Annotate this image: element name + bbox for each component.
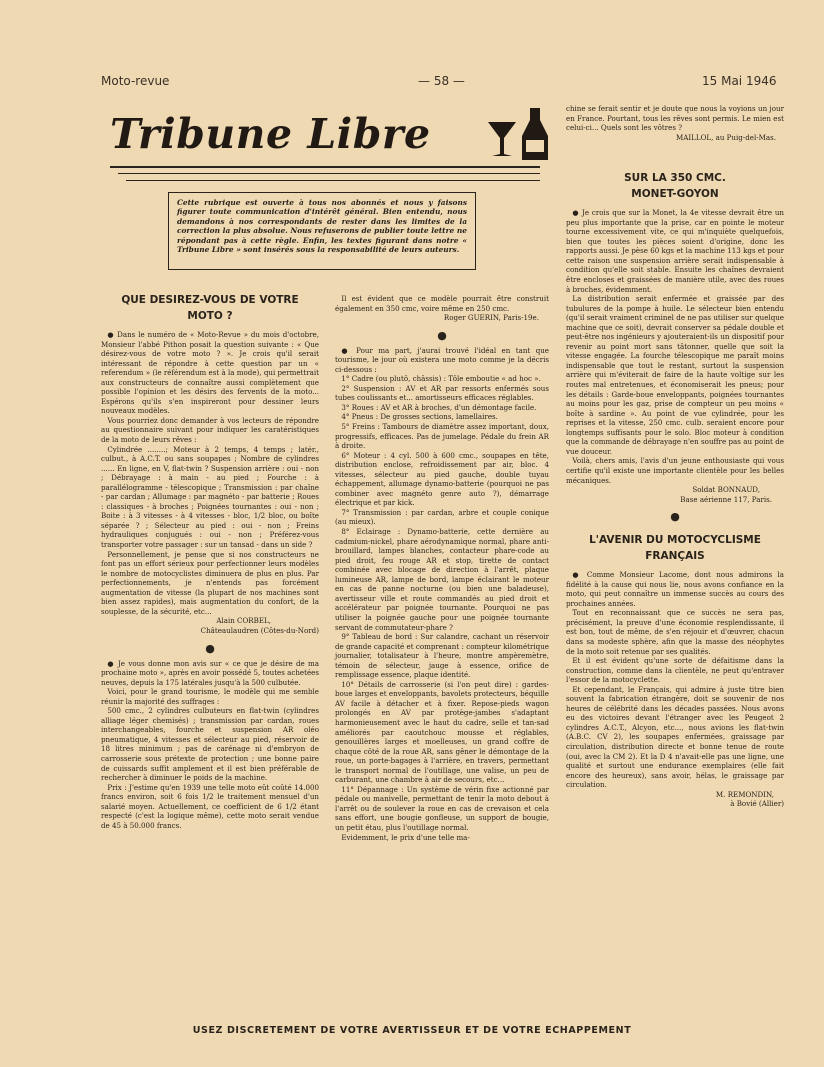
- signature-location: Base aérienne 117, Paris.: [680, 494, 772, 504]
- page-header-left: Moto-revue: [101, 74, 170, 88]
- paragraph: 500 cmc., 2 cylindres culbuteurs en flat-twin (cylindres alliage léger chemisés) ; transmission par cardan, roues interchangeables, fourche et suspension AR oléo pneumatique, 4 vitesses et sélecteur au pied, réservoir de 18 litres minimum ; pas de carénage ni d'embryon de carrosserie sous prétexte de protection ; une bonne paire de cuissards suffit amplement et il est bien préférable de rechercher à diminuer le poids de la machine.: [101, 706, 319, 783]
- signature: Soldat BONNAUD,: [692, 485, 760, 495]
- signature-location: Châteaulaudren (Côtes-du-Nord): [200, 625, 319, 635]
- paragraph: Personnellement, je pense que si nos constructeurs ne font pas un effort sérieux pour perfectionner leurs modèles le nombre de motocyclistes diminuera de plus en plus. Par perfectionnements, je n'entends pas forcément augmentation de vitesse (la plupart de nos machines sont bien assez rapides), mais augmentation du confort, de la souplesse, de la sécurité, etc...: [101, 549, 319, 616]
- paragraph: 8° Eclairage : Dynamo-batterie, cette dernière au cadmium-nickel, phare aérodynamique normal, phare anti-brouillard, lampes blanches, contacteur phare-code au pied droit, feu rouge AR et stop, tirette de contact combinée avec blocage de direction à l'arrêt, plaque lumineuse AR, lampe de bord, lampe éclairant le moteur en cas de panne nocturne (ou bien une baladeuse), avertisseur ville et route commandés au pied droit et accélérateur par poignée tournante. Pourquoi ne pas utiliser la poignée gauche pour une poignée tournante servant de commutateur-phare ?: [335, 527, 549, 632]
- signature: MAILLOL, au Puig-del-Mas.: [675, 132, 776, 142]
- signature: Roger GUERIN, Paris-19e.: [443, 313, 539, 323]
- paragraph: 11° Dépannage : Un système de vérin fixe actionné par pédale ou manivelle, permettant de tenir la moto debout à l'arrêt ou de soulever la roue en cas de crevaison et cela sans effort, une bougie gonfleuse, un support de bougie, un petit étau, plus l'outillage normal.: [335, 784, 549, 832]
- paragraph: Cylindrée ........; Moteur à 2 temps, 4 temps ; latér., culbut., à A.C.T. ou sans soupapes ; Nombre de cylindres ...... En ligne, en V, flat-twin ? Suspension arrière : oui - non ; Débrayage : à main - au pied ; Fourche : à parallélogramme - télescopique ; Transmission : par chaîne - par cardan ; Allumage : par magnéto - par batterie ; Roues : classiques - à broches ; Poignées tournantes : oui - non ; Boite : à 3 vitesses - à 4 vitesses - bloc, 1/2 bloc, ou boîte séparée ? ; Sélecteur au pied : oui - non ; Freins hydrauliques conjugués : oui - non ; Préférez-vous transporter votre passager : sur un tansad - dans un side ?: [101, 444, 319, 550]
- page-date: 15 Mai 1946: [702, 74, 777, 88]
- paragraph: 5° Freins : Tambours de diamètre assez important, doux, progressifs, efficaces. Pas de jumelage. Pédale du frein AR à droite.: [335, 422, 549, 451]
- paragraph: Prix : J'estime qu'en 1939 une telle moto eût coûté 14.000 francs environ, soit 6 fois 1/2 le traitement mensuel d'un salarié moyen. Actuellement, ce coefficient de 6 1/2 étant respecté (c'est la logique même), cette moto serait vendue de 45 à 50.000 francs.: [101, 782, 319, 830]
- paragraph: 9° Tableau de bord : Sur calandre, cachant un réservoir de grande capacité et comprenant : compteur kilométrique journalier, totalisateur à l'heure, montre ampèremètre, témoin de sélecteur, jauge à essence, orifice de remplissage essence, plaque identité.: [335, 632, 549, 680]
- paragraph: Il est évident que ce modèle pourrait être construit également en 350 cmc, voire même en 250 cmc.: [335, 294, 549, 313]
- paragraph: ● Je vous donne mon avis sur « ce que je désire de ma prochaine moto », après en avoir possédé 5, toutes achetées neuves, depuis la 175 latérales jusqu'à la 500 culbutée.: [101, 658, 319, 687]
- column-2: [335, 294, 549, 842]
- paragraph: ● Comme Monsieur Lacome, dont nous admirons la fidélité à la cause qui nous lie, nous avons confiance en la moto, qui peut connaître un immense succès au cours des prochaines années.: [566, 570, 784, 608]
- paragraph: ● Je crois que sur la Monet, la 4e vitesse devrait être un peu plus importante que la prise, car en pointe le moteur tourne excessivement vite, ce qui m'inquiète quelquefois, bien que toutes les pièces soient d'origine, donc les rapports aussi. Je pèse 60 kgs et la machine 113 kgs et pour cette raison une suspension arrière serait indispensable à condition qu'elle soit stable. Ensuite les chaînes devraient être encloses et graissées de manière utile, avec des roues à broches, évidemment.: [566, 208, 784, 294]
- paragraph: Voici, pour le grand tourisme, le modèle qui me semble réunir la majorité des suffrages :: [101, 687, 319, 706]
- intro-notice: Cette rubrique est ouverte à tous nos abonnés et nous y faisons figurer toute communication d'intérêt général. Bien entendu, nous demandons à nos correspondants de rester dans les limites de la correction la plus absolue. Nous refuserons de publier toute lettre ne répondant pas à cette règle. Enfin, les textes figurant dans notre « Tribune Libre » sont insérés sous la responsabilité de leurs auteurs.: [168, 192, 476, 270]
- paragraph: ● Dans le numéro de « Moto-Revue » du mois d'octobre, Monsieur l'abbé Pithon posait la question suivante : « Que désirez-vous de votre moto ? ». Je crois qu'il serait intéressant de répondre à cette question par un « referendum » (le référendum est à la mode), qui permettrait aux constructeurs de connaître aussi complètement que possible l'opinion et les désirs des fervents de la moto... Espérons qu'ils s'en inspireront pour dessiner leurs nouveaux modèles.: [101, 330, 319, 416]
- paragraph: chine se ferait sentir et je doute que nous la voyions un jour en France. Pourtant, tous les rêves sont permis. Le mien est celui-ci... Quels sont les vôtres ?: [566, 104, 784, 133]
- paragraph: 10° Détails de carrosserie (si l'on peut dire) : gardes-boue larges et enveloppants, bavolets protecteurs, béquille AV facile à détacher et à fixer. Repose-pieds wagon prolongés en AV par protège-jambes s'adaptant harmonieusement avec le haut du cadre, selle et tan-sad améliorés par caoutchouc mousse et réglables, genouillères larges et moelleuses, un grand coffre de chaque côté de la roue AR, sans gêner le démontage de la roue, un porte-bagages à l'arrière, en travers, permettant le transport normal de l'outillage, une valise, un peu de carburant, une chambre à air de secours, etc...: [335, 679, 549, 785]
- paragraph: La distribution serait enfermée et graissée par des tubulures de la pompe à huile. Le sélecteur bien entendu (qu'il serait vraiment criminel de ne pas utiliser sur quelque machine que ce soit), devrait conserver sa pédale double et peut-être nos ingénieurs y ajouteraient-ils un dispositif pour revenir au point mort sans tâtonner, quelle que soit la vitesse engagée. La fourche télescopique me paraît moins indispensable que tout le restant, surtout la suspension arrière qui m'éviterait de faire de la haute voltige sur les routes mal entretenues, et économiserait les pneus; pour les détails : Garde-boue enveloppants, poignées tournantes au moins pour les gaz, prise de compteur un peu moins « boîte à sardine ». Au point de vue cylindrée, pour les reprises et la vitesse, 250 cmc. culb. seraient encore pour longtemps suffisants pour le solo. Bloc moteur à condition que la commande de débrayage n'en souffre pas au point de vue douceur.: [566, 294, 784, 456]
- separator-dot: ●: [205, 641, 215, 655]
- article-title: L'AVENIR DU MOTOCYCLISME FRANÇAIS: [589, 534, 761, 563]
- paragraph: Et cependant, le Français, qui admire à juste titre bien souvent la fabrication étrangère, doit se souvenir de nos heures de célébrité dans les décades passées. Nous avons eu des victoires devant l'étranger avec les Peugeot 2 cylindres A.C.T., Alcyon, etc..., nous avions les flat-twin (A.B.C. CV 2), les soupapes enfermées, graissage par circulation, distribution directe et bonne tenue de route (oui, avec la CM 2). Et la D 4 n'avait-elle pas une ligne, une qualité et surtout une endurance exemplaires (elle fait encore des heureux), sans avoir, hélas, le graissage par circulation.: [566, 684, 784, 790]
- separator-dot: ●: [437, 328, 447, 342]
- signature-location: à Bovié (Allier): [730, 799, 784, 809]
- article-title: QUE DESIREZ-VOUS DE VOTRE MOTO ?: [121, 294, 299, 322]
- paragraph: 3° Roues : AV et AR à broches, d'un démontage facile.: [341, 402, 537, 412]
- paragraph: 7° Transmission : par cardan, arbre et couple conique (au mieux).: [335, 507, 549, 527]
- banner-rule: [118, 173, 540, 174]
- paragraph: 2° Suspension : AV et AR par ressorts enfermés sous tubes coulissants et... amortisseurs efficaces réglables.: [335, 383, 549, 403]
- paragraph: 4° Pneus : De grosses sections, lamellaires.: [341, 412, 498, 422]
- glass-and-bottle-icon: [482, 106, 552, 166]
- article-title: SUR LA 350 CMC. MONET-GOYON: [624, 172, 726, 201]
- page-footer-slogan: USEZ DISCRETEMENT DE VOTRE AVERTISSEUR ET DE VOTRE ECHAPPEMENT: [192, 1025, 632, 1036]
- signature: M. REMONDIN,: [715, 789, 774, 799]
- paragraph: Voilà, chers amis, l'avis d'un jeune enthousiaste qui vous certifie qu'il existe une importante clientèle pour les belles mécaniques.: [566, 456, 784, 485]
- paragraph: Et il est évident qu'une sorte de défaitisme dans la construction, comme dans la clientèle, ne peut qu'entraver l'essor de la motocyclette.: [566, 656, 784, 685]
- banner-title: Tribune Libre: [110, 110, 431, 158]
- paragraph: Evidemment, le prix d'une telle ma-: [341, 832, 470, 842]
- paragraph: ● Pour ma part, j'aurai trouvé l'idéal en tant que tourisme, le jour où existera une moto comme je la décris ci-dessous :: [335, 345, 549, 374]
- column-1: [101, 292, 319, 830]
- column-3: [566, 104, 784, 809]
- signature: Alain CORBEL,: [216, 616, 271, 626]
- paragraph: Vous pourriez donc demander à vos lecteurs de répondre au questionnaire suivant pour indiquer les caratéristiques de la moto de leurs rêves :: [101, 415, 319, 445]
- banner-rule: [110, 166, 540, 168]
- page-number: — 58 —: [418, 74, 465, 88]
- banner-rule: [126, 180, 540, 181]
- paragraph: Tout en reconnaissant que ce succès ne sera pas, précisément, la preuve d'une économie resplendissante, il est bon, tout de même, de s'en réjouir et d'œuvrer, chacun dans sa modeste sphère, afin que la masse des néophytes de la moto soit retenue par ses qualités.: [566, 608, 784, 656]
- separator-dot: ●: [670, 510, 680, 524]
- paragraph: 6° Moteur : 4 cyl. 500 à 600 cmc., soupapes en tête, distribution enclose, refroidissement par air, bloc. 4 vitesses, sélecteur au pied gauche, double tuyau échappement, allumage dynamo-batterie (pourquoi ne pas combiner avec magnéto genre auto ?), démarrage électrique et par kick.: [335, 450, 549, 508]
- tribune-libre-banner: [110, 104, 546, 184]
- paragraph: 1° Cadre (ou plutô, châssis) : Tôle emboutie « ad hoc ».: [341, 374, 541, 384]
